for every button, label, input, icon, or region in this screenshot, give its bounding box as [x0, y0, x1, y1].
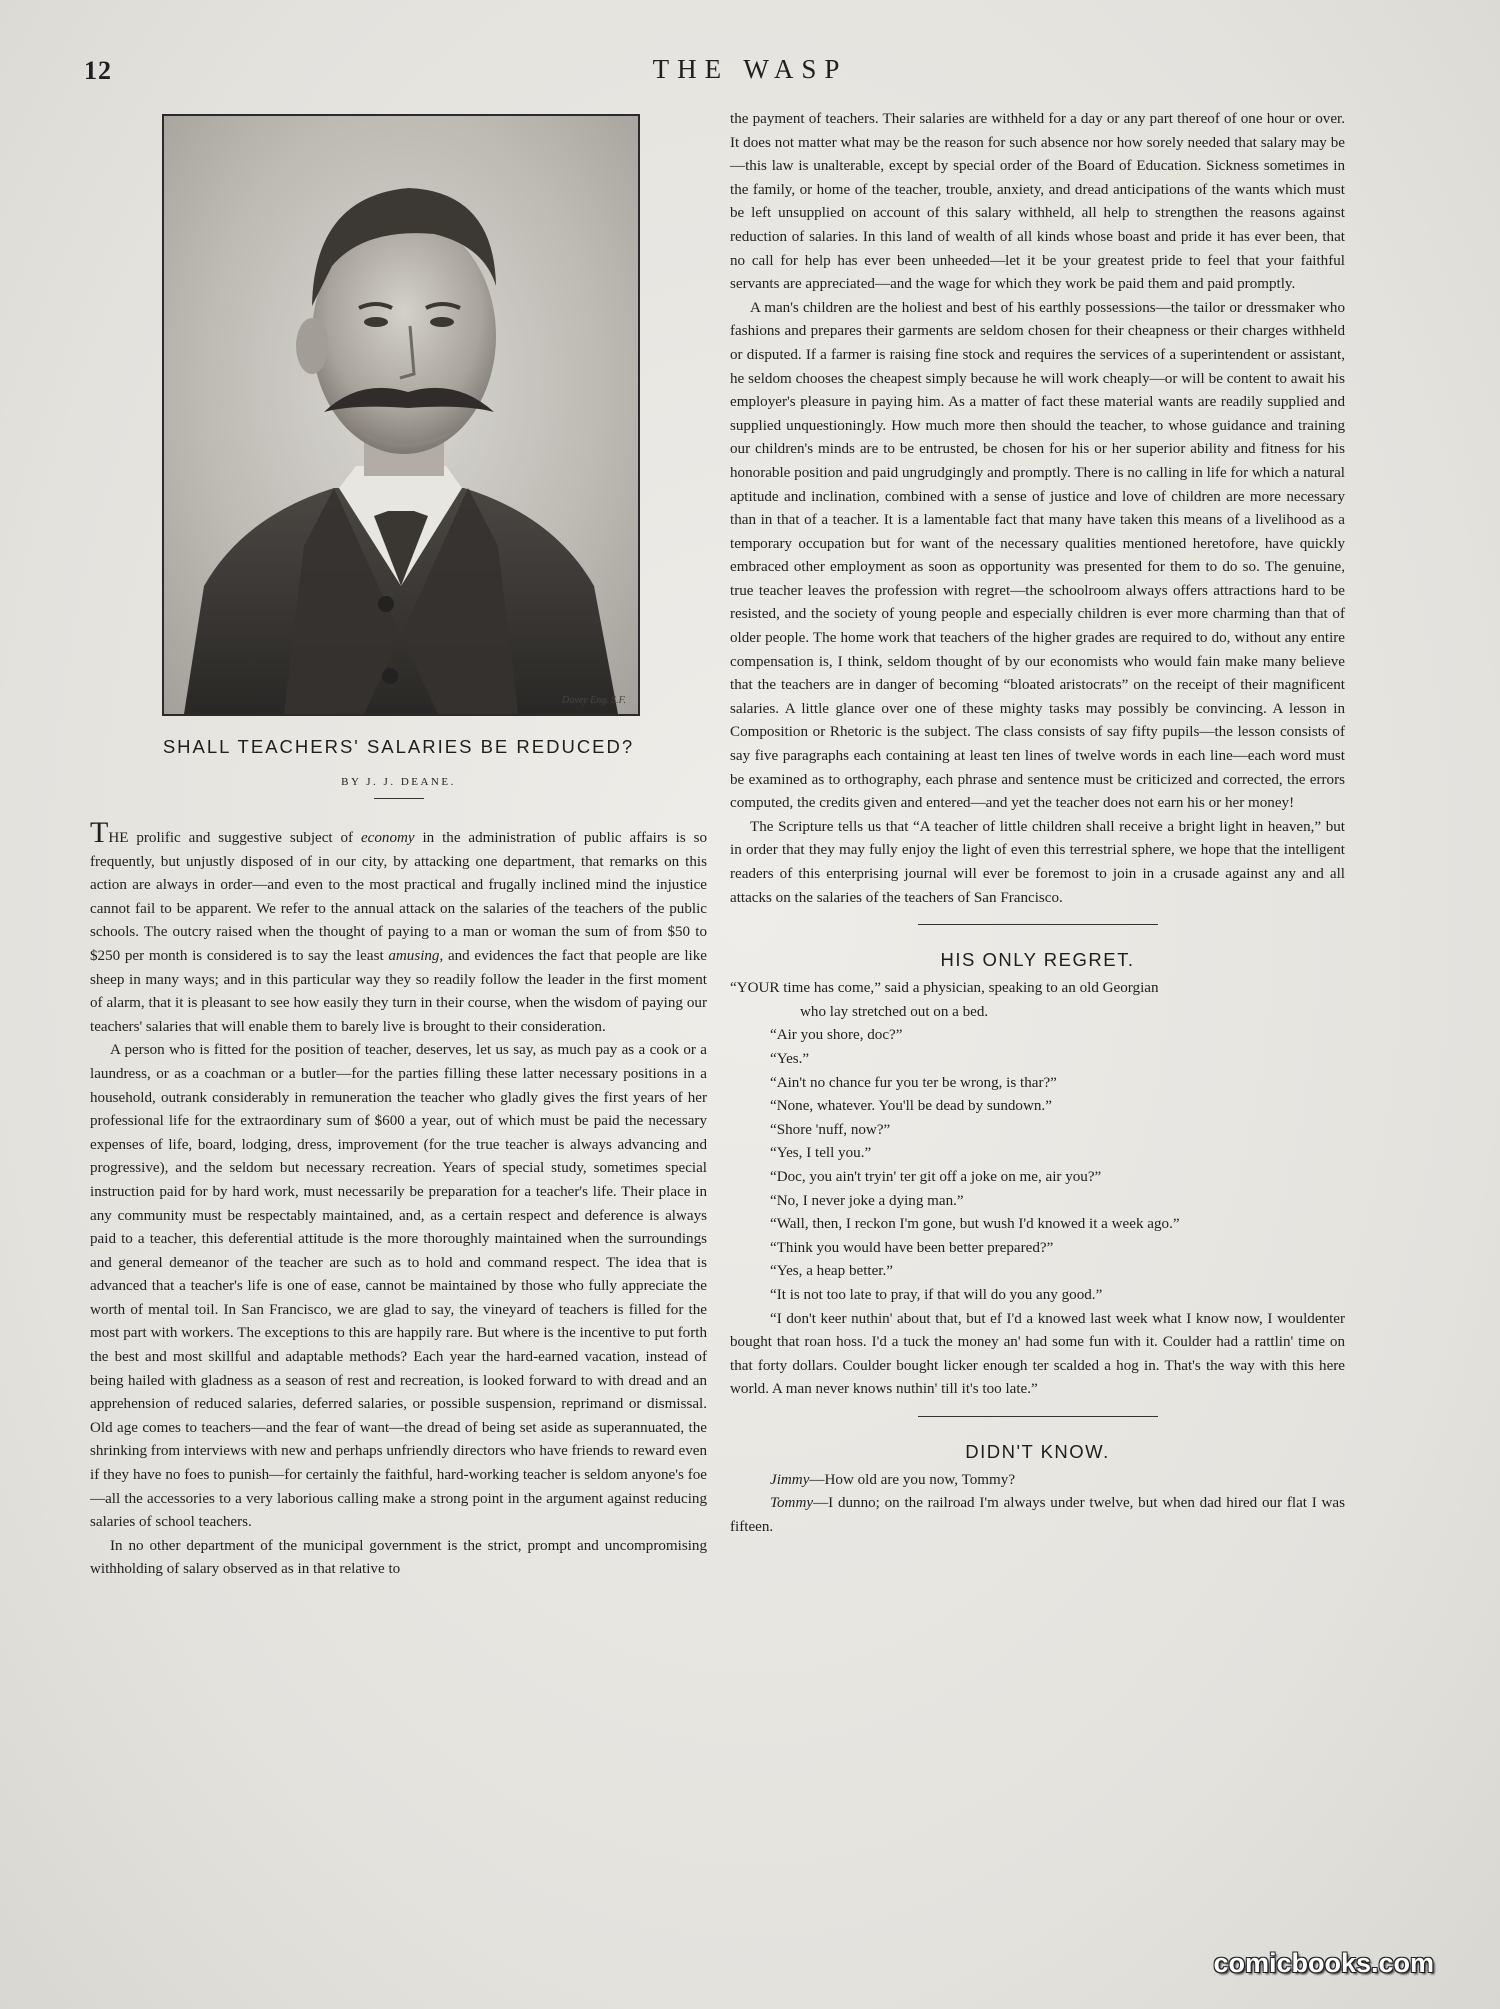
article1-paragraph-4: the payment of teachers. Their salaries are withheld for a day or any part thereof of one hour or over. It does not matter what may be the reason for such absence nor how sorely needed that salary may be—this law is unalterable, except by special order of the Board of Education. Sickness sometimes in the family, or home of the teacher, trouble, anxiety, and dread anticipations of the wants which must be left unsupplied on account of this salary withheld, all help to strengthen the reasons against reduction of salaries. In this land of wealth of all kinds whose boast and pride it has ever been, that no call for help has ever been unheeded—let it be your greatest pride to feel that your faithful servants are appreciated—and the wage for which they work be paid them and paid promptly.: [730, 111, 1345, 293]
watermark-logo: comicbooks.com: [1213, 1948, 1434, 1978]
right-column: [730, 108, 1345, 1540]
left-column: [90, 108, 707, 1582]
masthead: THE WASP: [652, 54, 848, 84]
article1-paragraph-5: A man's children are the holiest and best of his earthly possessions—the tailor or dressmaker who fashions and prepares their garments are seldom chosen for their cheapness or their charges withheld or disputed. If a farmer is raising fine stock and requires the services of a superintendent or assistant, he seldom chooses the cheapest simply because he will work cheaply—or will be content to await his employer's pleasure in paying him. As a matter of fact these material wants are readily supplied and supplied unquestioningly. How much more then should the teacher, to whose guidance and training our children's minds are to be entrusted, be chosen for his or her superior ability and fitness for his honorable position and paid ungrudgingly and promptly. There is no calling in life for which a natural aptitude and inclination, combined with a sense of justice and love of children are more necessary than in that of a teacher. It is a lamentable fact that many have taken this means of a livelihood as a temporary occupation but for want of the necessary qualities mentioned heretofore, have quickly embraced other employment as soon as opportunity was presented for them to do so. The genuine, true teacher leaves the profession with regret—the schoolroom always offers attractions hard to be resisted, and the society of young people and especially children is ever more charming than that of older people. The home work that teachers of the higher grades are required to do, without any entire compensation is, I think, seldom thought of by our economists who would fain make many believe that the teachers are in danger of becoming “bloated aristocrats” on the receipt of their magnificent salaries. A little glance over one of these mighty tasks may possibly be convincing. A lesson in Composition or Rhetoric is the subject. The class consists of say fifty pupils—the lesson consists of say five paragraphs each containing at least ten lines of twelve words in each line—each word must be examined as to orthography, each phrase and sentence must be criticized and corrected, the errors computed, the credits given and entered—and yet the teacher does not earn his or her money!: [730, 299, 1345, 812]
byline: BY J. J. DEANE.: [341, 776, 456, 788]
dialogue-line: “Yes, a heap better.”: [770, 1263, 893, 1280]
article1-paragraph-6: The Scripture tells us that “A teacher of little children shall receive a bright light in heaven,” but in order that they may fully enjoy the light of even this terrestrial sphere, we hope that the intelligent readers of this enterprising journal will ever be foremost to join in a crusade against any and all attacks on the salaries of the teachers of San Francisco.: [730, 818, 1345, 906]
dialogue-lead: “YOUR time has come,” said a physician, speaking to an old Georgian who lay stretched out on a bed.: [730, 980, 1159, 1020]
section-divider-2: [918, 1416, 1158, 1417]
article1-paragraph-2: A person who is fitted for the position of teacher, deserves, let us say, as much pay as a cook or a laundress, or as a coachman or a butler—for the parties filling these latter necessary positions in a household, outrank considerably in remuneration the teacher who gladly gives the first years of her professional life for the extraordinary sum of $600 a year, out of which must be paid the necessary expenses of life, board, lodging, dress, improvement (for the true teacher is always advancing and progressive), and the seldom but necessary recreation. Years of special study, sometimes special instruction paid for by hard work, must necessarily be preparation for a teacher's life. Their place in any community must be respectably maintained, and, as a certain respect and deference is always paid to a teacher, this deferential attitude is the more thoroughly maintained when the surroundings and general demeanor of the teacher are such as to hold and command respect. The idea that is advanced that a teacher's life is one of ease, cannot be maintained by those who fully appreciate the worth of mental toil. In San Francisco, we are glad to say, the vineyard of teachers is filled for the most part with workers. The exceptions to this are happily rare. But where is the incentive to put forth the best and most skillful and adaptable methods? Each year the hard-earned vacation, instead of being hailed with gladness as a season of rest and recreation, is looked forward to with dread and an apprehension of reduced salaries, deferred salaries, or possible suspension, reprimand or dismissal. Old age comes to teachers—and the fear of want—the dread of being set aside as superannuated, the shrinking from interviews with new and perhaps unfriendly directors who have friends to reward even if they have no foes to punish—for certainly the faithful, hard-working teacher is seldom anyone's foe—all the accessories to a very laborious calling make a strong point in the argument against reducing salaries of school teachers.: [90, 1042, 707, 1531]
page-number: 12: [84, 56, 112, 85]
joke-block: [730, 1469, 1345, 1540]
dialogue-line: “Yes.”: [770, 1050, 810, 1067]
portrait-illustration: [162, 114, 640, 716]
joke-line-2: Tommy—I dunno; on the railroad I'm always under twelve, but when dad hired our flat I was fifteen.: [730, 1495, 1345, 1536]
portrait-engraving: [164, 116, 638, 714]
article1-paragraph-3: In no other department of the municipal government is the strict, prompt and uncompromising withholding of salary observed as in that relative to: [90, 1537, 707, 1578]
engraver-signature: Davey Eng. S.F.: [562, 695, 626, 706]
article-title-his-only-regret: HIS ONLY REGRET.: [940, 949, 1135, 971]
dialogue-line: “Wall, then, I reckon I'm gone, but wush I'd knowed it a week ago.”: [770, 1216, 1180, 1233]
divider-rule: [374, 798, 424, 799]
article-title-teachers-salaries: SHALL TEACHERS' SALARIES BE REDUCED?: [162, 736, 635, 757]
joke-line-1: Jimmy—How old are you now, Tommy?: [770, 1471, 1016, 1488]
dialogue-line: “Doc, you ain't tryin' ter git off a joke on me, air you?”: [770, 1168, 1102, 1185]
article1-paragraph-1: THE prolific and suggestive subject of economy in the administration of public affairs is so frequently, but unjustly disposed of in our city, by attacking one department, that remarks on this action are always in order—and even to the most practical and frugally inclined mind the injustice cannot fail to be apparent. We refer to the annual attack on the salaries of the teachers of the public schools. The outcry raised when the thought of paying to a man or woman the sum of from $50 to $250 per month is considered is to say the least amusing, and evidences the fact that people are like sheep in many ways; and in this particular way they so readily follow the leader in the first moment of alarm, that it is pleasant to see how easily they turn in their course, when the wisdom of paying our teachers' salaries that will enable them to barely live is brought to their consideration.: [90, 816, 708, 1035]
dialogue-line: “No, I never joke a dying man.”: [770, 1192, 964, 1209]
dialogue-line: “None, whatever. You'll be dead by sundown.”: [770, 1098, 1052, 1115]
dialogue-line: “Air you shore, doc?”: [770, 1027, 903, 1044]
section-divider: [918, 924, 1158, 925]
dialogue-final-paragraph: “I don't keer nuthin' about that, but ef I'd a knowed last week what I know now, I wouldenter bought that roan hoss. I'd a tuck the money an' had some fun with it. Coulder had a rattlin' time on that forty dollars. Coulder bought licker enough ter scalded a hog in. That's the way with this here world. A man never knows nuthin' till it's too late.”: [730, 1310, 1345, 1398]
dialogue-line: “Ain't no chance fur you ter be wrong, is thar?”: [770, 1074, 1057, 1091]
drop-cap: T: [90, 816, 109, 849]
dialogue-line: “Yes, I tell you.”: [770, 1145, 872, 1162]
dialogue-line: “Shore 'nuff, now?”: [770, 1121, 891, 1138]
article-title-didnt-know: DIDN'T KNOW.: [965, 1440, 1110, 1462]
dialogue-line: “It is not too late to pray, if that will do you any good.”: [770, 1286, 1103, 1303]
dialogue-line: “Think you would have been better prepared?”: [770, 1239, 1054, 1256]
dialogue-block: [730, 977, 1345, 1402]
